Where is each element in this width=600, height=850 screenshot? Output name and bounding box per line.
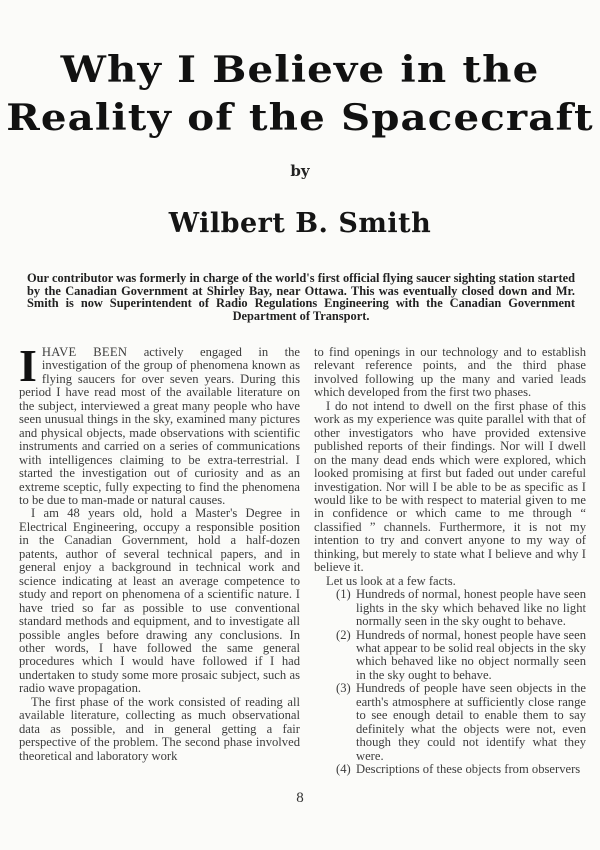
column-right (314, 346, 586, 777)
fact-item (314, 682, 586, 763)
fact-number: (3) (336, 681, 351, 696)
fact-text: Hundreds of normal, honest people have seen lights in the sky which behaved like no light normally seen in the sky ought to behave. (356, 587, 586, 629)
paragraph-5: Let us look at a few facts. (326, 573, 456, 588)
fact-text: Hundreds of normal, honest people have seen what appear to be solid real objects in the sky which behaved like no object normally seen in the sky ought to behave. (356, 627, 586, 682)
author-name: Wilbert B. Smith (168, 208, 432, 239)
fact-text: Descriptions of these objects from observers (356, 762, 581, 777)
paragraph-3-continued: to find openings in our technology and to establish relevant reference points, and the third phase involved following up the many and varied leads which developed from the first two phases. (314, 345, 586, 400)
drop-cap: I (19, 340, 37, 391)
paragraph-3: The first phase of the work consisted of reading all available literature, collecting as much observational data as possible, and in general getting a fair perspective of the problem. The second phase involved theoretical and laboratory work (19, 694, 300, 763)
byline: by (290, 162, 310, 180)
fact-text: Hundreds of people have seen objects in the earth's atmosphere at sufficiently close range to see enough detail to enable them to say definitely what the objects were not, even though they could not identify what they were. (356, 681, 586, 763)
fact-item (314, 763, 586, 776)
paragraph-2: I am 48 years old, hold a Master's Degree in Electrical Engineering, occupy a responsible position in the Canadian Government, hold a half-dozen patents, author of several technical papers, and in general enjoy a background in technical work and science indicating at least an average competence to study and report on phenomena of a scientific nature. I have tried so far as possible to use conventional standard methods and equipment, and to investigate all possible angles before drawing any conclusions. In other words, I have followed the same general procedures which I would have followed if I had undertaken to study some more prosaic subject, such as radio wave propagation. (19, 506, 300, 696)
page-number: 8 (296, 790, 304, 806)
lead-caps: HAVE BEEN (41, 345, 128, 359)
fact-item (314, 588, 586, 628)
paragraph-4: I do not intend to dwell on the first phase of this work as my experience was quite parallel with that of other investigators who have provided extensive published reports of their findings. Nor will I dwell on the many dead ends which were explored, which looked promising at first but faded out under careful investigation. Nor will I be able to be as specific as I would like to be with respect to material given to me in confidence or which came to me through “ classified ” channels. Furthermore, it is not my intention to try and convert anyone to my way of thinking, but merely to state what I believe and why I believe it. (314, 398, 586, 575)
fact-number: (4) (336, 762, 351, 777)
column-left (19, 340, 300, 763)
fact-item (314, 629, 586, 683)
facts-list (314, 588, 586, 776)
fact-number: (2) (336, 627, 351, 642)
paragraph-1 (19, 340, 300, 507)
fact-number: (1) (336, 587, 351, 602)
title-line-2: Reality of the Spacecraft (6, 97, 594, 139)
article-title (0, 46, 600, 142)
paragraph-1-text: actively engaged in the investigation of the group of phenomena known as flying saucers for over seven years. During this period I have read most of the available literature on the subject, interviewed a great many people who have seen unusual things in the sky, examined many pictures and physical objects, made observations with scientific instruments and carried on a series of communications with intelligences claiming to be extra-terrestrial. I started the investigation out of curiosity and as an extreme sceptic, fully expecting to find the phenomena to be due to man-made or natural causes. (19, 345, 300, 507)
title-line-1: Why I Believe in the (60, 49, 540, 91)
editor-intro: Our contributor was formerly in charge of the world's first official flying saucer sighting station started by the Canadian Government at Shirley Bay, near Ottawa. This was eventually closed down and Mr. Smith is now Superintendent of Radio Regulations Engineering with the Canadian Government Department of Transport. (27, 271, 575, 323)
